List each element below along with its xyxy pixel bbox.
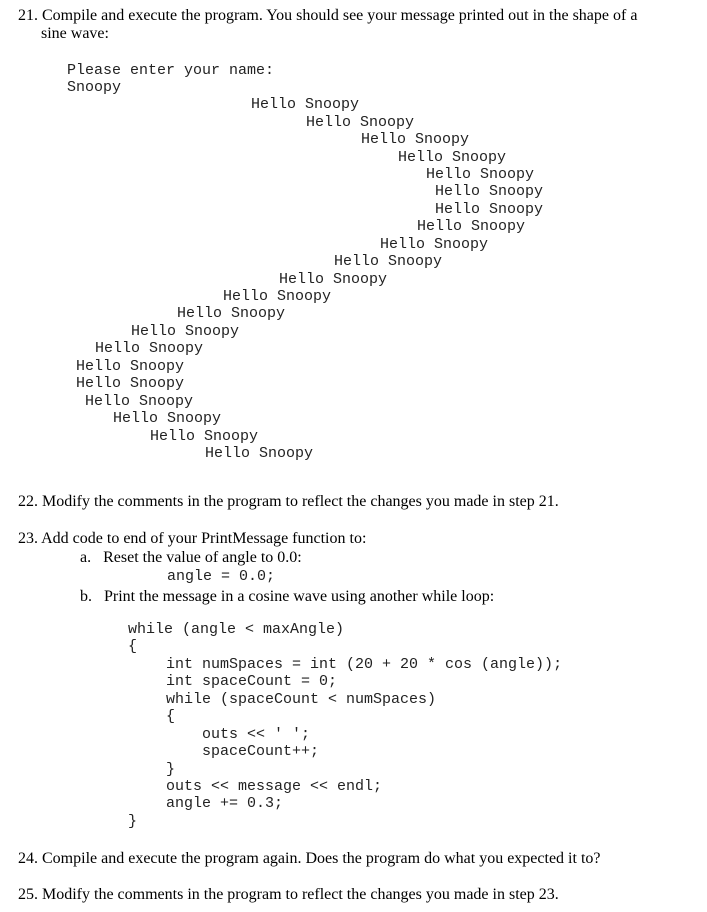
step-22: 22. Modify the comments in the program to reflect the changes you made in step 21.: [18, 493, 559, 510]
wave-line: Hello Snoopy: [131, 323, 240, 340]
wave-line: Hello Snoopy: [361, 131, 470, 148]
output-prompt: Please enter your name:: [67, 62, 275, 79]
wave-line: Hello Snoopy: [85, 393, 194, 410]
wave-line: Hello Snoopy: [417, 218, 526, 235]
code-line: while (spaceCount < numSpaces): [166, 691, 437, 708]
step-23: 23. Add code to end of your PrintMessage function to:: [18, 530, 367, 547]
code-line: {: [128, 638, 138, 655]
step-25: 25. Modify the comments in the program to reflect the changes you made in step 23.: [18, 886, 559, 903]
wave-line: Hello Snoopy: [95, 340, 204, 357]
code-line: {: [166, 708, 176, 725]
code-line: angle += 0.3;: [166, 795, 284, 812]
wave-line: Hello Snoopy: [150, 428, 259, 445]
wave-line: Hello Snoopy: [113, 410, 222, 427]
code-line: int numSpaces = int (20 + 20 * cos (angle));: [166, 656, 563, 673]
wave-line: Hello Snoopy: [334, 253, 443, 270]
wave-line: Hello Snoopy: [426, 166, 535, 183]
code-line: }: [128, 813, 138, 830]
wave-line: Hello Snoopy: [205, 445, 314, 462]
step-21-line-1: 21. Compile and execute the program. You should see your message printed out in the shape of a: [18, 7, 638, 24]
wave-line: Hello Snoopy: [76, 358, 185, 375]
wave-line: Hello Snoopy: [380, 236, 489, 253]
wave-line: Hello Snoopy: [279, 271, 388, 288]
wave-line: Hello Snoopy: [76, 375, 185, 392]
code-line: spaceCount++;: [202, 743, 320, 760]
code-line: int spaceCount = 0;: [166, 673, 338, 690]
code-line: outs << message << endl;: [166, 778, 383, 795]
wave-line: Hello Snoopy: [251, 96, 360, 113]
output-input: Snoopy: [67, 79, 122, 96]
code-line: while (angle < maxAngle): [128, 621, 345, 638]
wave-line: Hello Snoopy: [398, 149, 507, 166]
code-line: outs << ' ';: [202, 726, 311, 743]
wave-line: Hello Snoopy: [223, 288, 332, 305]
wave-line: Hello Snoopy: [435, 201, 544, 218]
wave-line: Hello Snoopy: [177, 305, 286, 322]
wave-line: Hello Snoopy: [435, 183, 544, 200]
step-24: 24. Compile and execute the program again. Does the program do what you expected it to?: [18, 850, 601, 867]
step-23a: a. Reset the value of angle to 0.0:: [80, 549, 302, 566]
wave-line: Hello Snoopy: [306, 114, 415, 131]
step-21-line-2: sine wave:: [41, 25, 109, 42]
step-23a-code: angle = 0.0;: [167, 568, 276, 585]
step-23b: b. Print the message in a cosine wave using another while loop:: [80, 588, 495, 605]
code-line: }: [166, 761, 176, 778]
